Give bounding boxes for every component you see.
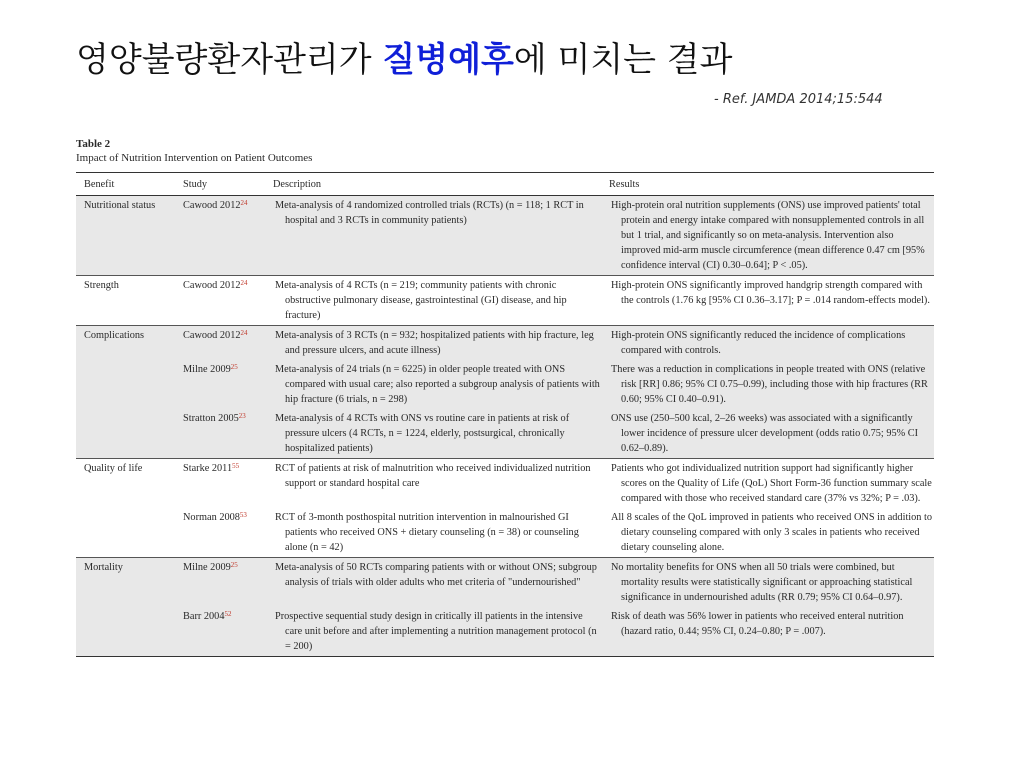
cell-study xyxy=(175,196,265,276)
study-name: Starke 2011 xyxy=(183,463,233,474)
cell-results: All 8 scales of the QoL improved in patients who received ONS in addition to dietary counseling compared with only 3 scales in patients who received dietary counseling alone. xyxy=(601,508,934,558)
cell-description: Meta-analysis of 3 RCTs (n = 932; hospitalized patients with hip fracture, leg and pressure ulcers, and acute illness) xyxy=(265,326,601,361)
ref-number: 53 xyxy=(239,511,247,519)
cell-results: Risk of death was 56% lower in patients who received enteral nutrition (hazard ratio, 0.44; 95% CI, 0.24–0.80; P = .007). xyxy=(601,607,934,657)
ref-number: 24 xyxy=(240,199,248,207)
study-name: Cawood 2012 xyxy=(183,200,241,211)
cell-benefit: Mortality xyxy=(76,558,175,608)
cell-results: ONS use (250–500 kcal, 2–26 weeks) was associated with a significantly lower incidence of pressure ulcer development (odds ratio 0.75; 95% CI 0.62–0.89). xyxy=(601,409,934,459)
cell-results: Patients who got individualized nutrition support had significantly higher scores on the Quality of Life (QoL) Short Form-36 function summary scale compared with those who received standard care (37% vs 32%; P = .03). xyxy=(611,463,932,504)
cell-study xyxy=(175,508,265,558)
header-study: Study xyxy=(175,173,265,196)
table-row xyxy=(76,196,934,276)
table-header-row xyxy=(76,173,934,196)
cell-description: Meta-analysis of 50 RCTs comparing patients with or without ONS; subgroup analysis of trials with older adults who met criteria of "undernourished" xyxy=(265,558,601,608)
table-row xyxy=(76,508,934,558)
cell-study xyxy=(175,607,265,657)
table-row xyxy=(76,607,934,657)
table-row xyxy=(76,409,934,459)
cell-study xyxy=(175,409,265,459)
slide-title xyxy=(76,36,732,84)
table-row xyxy=(76,360,934,409)
table-figure xyxy=(76,138,934,657)
title-suffix: 에 미치는 결과 xyxy=(513,40,733,80)
study-name: Milne 2009 xyxy=(183,364,231,375)
ref-number: 55 xyxy=(232,462,240,470)
cell-benefit xyxy=(76,508,175,558)
ref-number: 25 xyxy=(230,561,238,569)
study-name: Cawood 2012 xyxy=(183,330,241,341)
cell-results: High-protein ONS significantly improved handgrip strength compared with the controls (1.76 kg [95% CI 0.36–3.17]; P = .014 random-effects model). xyxy=(601,276,934,326)
cell-benefit xyxy=(76,360,175,409)
study-name: Cawood 2012 xyxy=(183,280,241,291)
cell-benefit: Strength xyxy=(76,276,175,326)
cell-description: Meta-analysis of 4 randomized controlled trials (RCTs) (n = 118; 1 RCT in hospital and 3 RCTs in community patients) xyxy=(265,196,601,276)
cell-description: Meta-analysis of 24 trials (n = 6225) in older people treated with ONS compared with usual care; also reported a subgroup analysis of patients with hip fracture (6 trials, n = 298) xyxy=(265,360,601,409)
cell-description: Meta-analysis of 4 RCTs (n = 219; community patients with chronic obstructive pulmonary disease, gastrointestinal (GI) disease, and hip fracture) xyxy=(265,276,601,326)
cell-benefit: Complications xyxy=(76,326,175,361)
cell-benefit: Nutritional status xyxy=(76,196,175,276)
header-benefit: Benefit xyxy=(76,173,175,196)
table-row xyxy=(76,326,934,361)
cell-benefit: Quality of life xyxy=(84,463,143,474)
cell-study xyxy=(175,276,265,326)
table-row xyxy=(76,558,934,608)
cell-description: Meta-analysis of 4 RCTs with ONS vs routine care in patients at risk of pressure ulcers (4 RCTs, n = 1224, elderly, postsurgical, chronically hospitalized patients) xyxy=(265,409,601,459)
ref-number: 25 xyxy=(230,363,238,371)
header-results: Results xyxy=(601,173,934,196)
study-name: Milne 2009 xyxy=(183,562,231,573)
ref-number: 52 xyxy=(224,610,232,618)
study-name: Norman 2008 xyxy=(183,512,240,523)
ref-number: 24 xyxy=(240,329,248,337)
cell-results: There was a reduction in complications in people treated with ONS (relative risk [RR] 0.86; 95% CI 0.75–0.99), including those with hip fractures (RR 0.60; 95% CI 0.40–0.91). xyxy=(601,360,934,409)
cell-description: Prospective sequential study design in critically ill patients in the intensive care unit before and after implementing a nutrition management protocol (n = 200) xyxy=(265,607,601,657)
cell-results: High-protein oral nutrition supplements (ONS) use improved patients' total protein and energy intake compared with nonsupplemented controls in all but 1 trial, and significantly so on meta-analysis. Intervention also improved mid-arm muscle circumference (mean difference 0.47 cm [95% confidence interval (CI) 0.30–0.64]; P < .05). xyxy=(601,196,934,276)
cell-benefit xyxy=(76,409,175,459)
title-highlight: 질병예후 xyxy=(382,40,514,80)
cell-study xyxy=(175,558,265,608)
study-name: Stratton 2005 xyxy=(183,413,239,424)
ref-number: 24 xyxy=(240,279,248,287)
table-row xyxy=(76,459,934,509)
cell-description: RCT of patients at risk of malnutrition who received individualized nutrition support or standard hospital care xyxy=(275,463,591,489)
reference-citation: - Ref. JAMDA 2014;15:544 xyxy=(714,92,883,107)
cell-study xyxy=(175,459,265,509)
header-description: Description xyxy=(265,173,601,196)
cell-benefit xyxy=(76,607,175,657)
ref-number: 23 xyxy=(238,412,246,420)
title-prefix: 영양불량환자관리가 xyxy=(76,40,383,80)
outcomes-table xyxy=(76,172,934,657)
table-row xyxy=(76,276,934,326)
cell-results: No mortality benefits for ONS when all 50 trials were combined, but mortality results were statistically significant or approaching statistical significance in undernourished adults (RR 0.79; 95% CI 0.64–0.97). xyxy=(601,558,934,608)
table-label: Table 2 xyxy=(76,138,111,150)
table-caption: Impact of Nutrition Intervention on Patient Outcomes xyxy=(76,152,313,164)
cell-description: RCT of 3-month posthospital nutrition intervention in malnourished GI patients who received ONS + dietary counseling (n = 38) or counseling alone (n = 42) xyxy=(265,508,601,558)
study-name: Barr 2004 xyxy=(183,611,225,622)
cell-study xyxy=(175,326,265,361)
cell-results: High-protein ONS significantly reduced the incidence of complications compared with controls. xyxy=(601,326,934,361)
cell-study xyxy=(175,360,265,409)
